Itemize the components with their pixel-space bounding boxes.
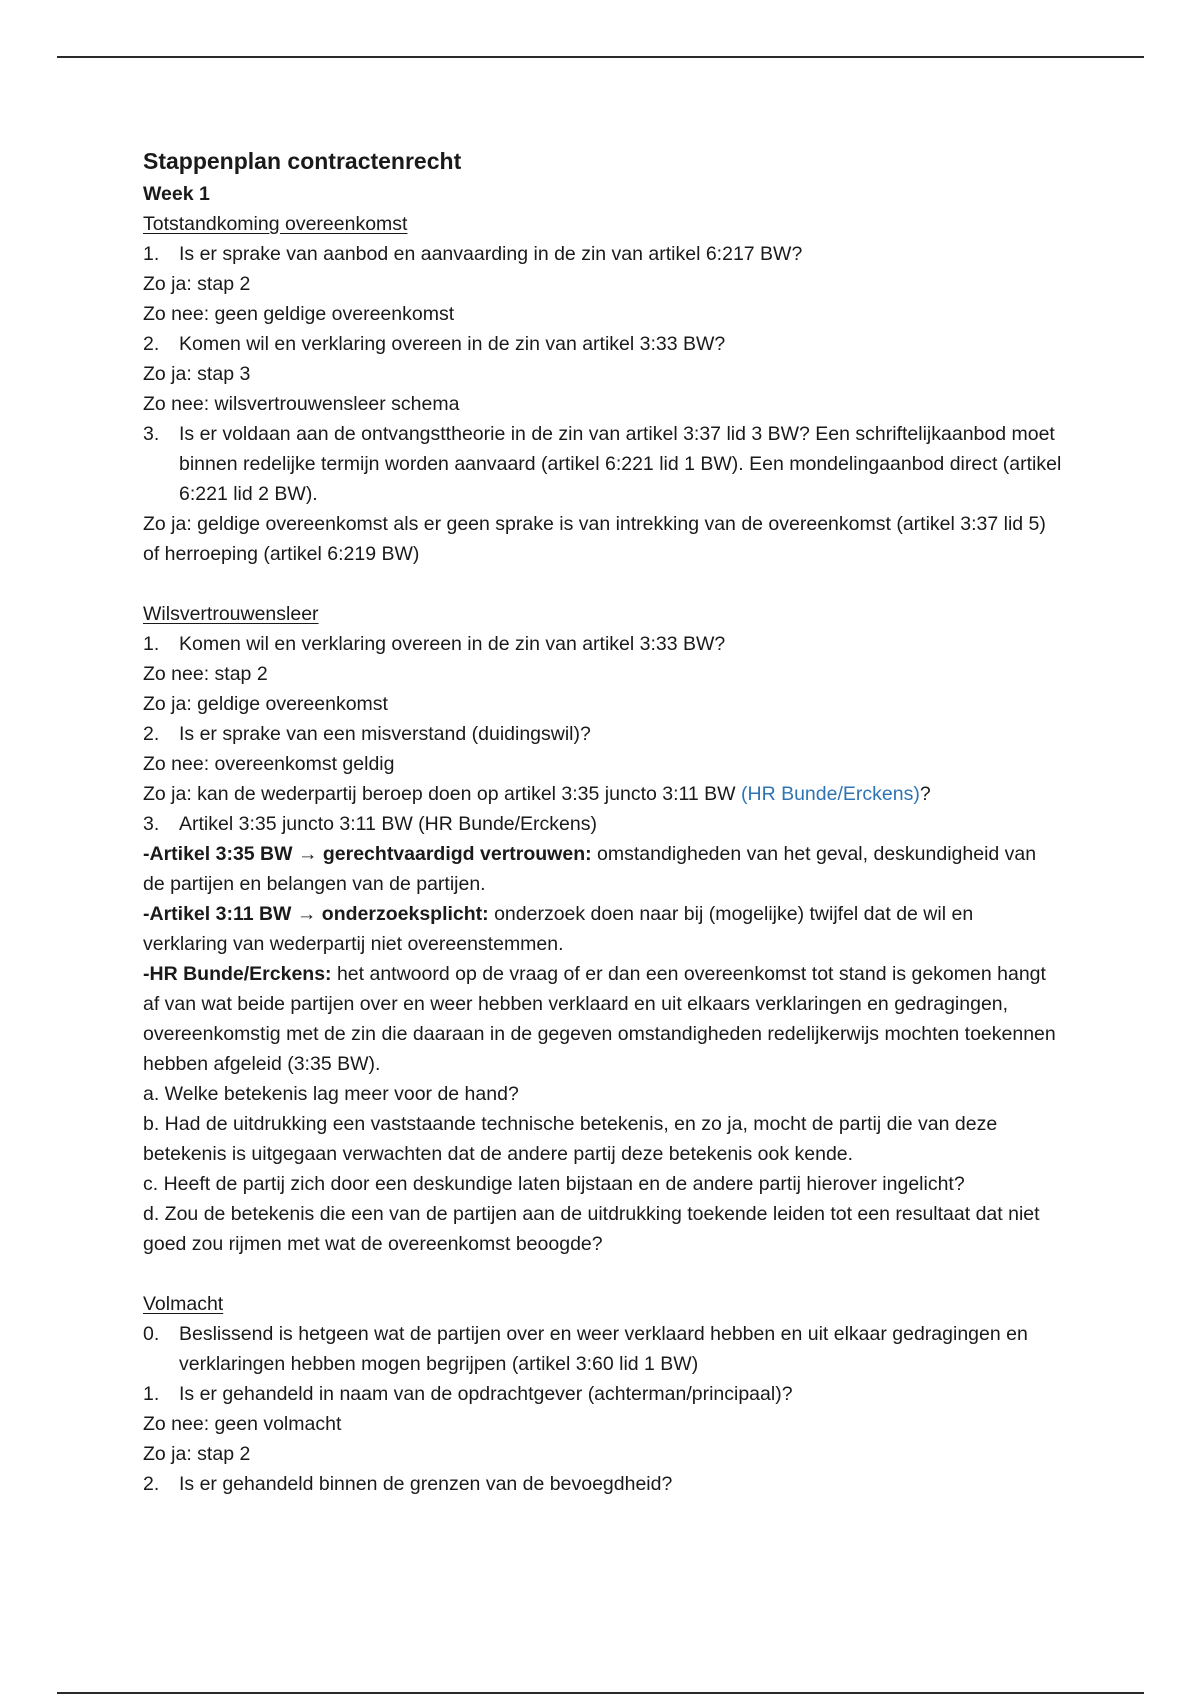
step-number: 1.: [143, 1383, 160, 1405]
article-paragraph: [143, 899, 1063, 959]
week-label: Week 1: [143, 183, 210, 205]
answer-line: Zo nee: overeenkomst geldig: [143, 753, 395, 775]
article-paragraph: [143, 959, 1063, 1079]
step-text: Is er gehandeld binnen de grenzen van de bevoegdheid?: [179, 1473, 673, 1495]
answer-line: Zo ja: stap 3: [143, 363, 251, 385]
step-number: 2.: [143, 333, 160, 355]
step-text: Is er sprake van aanbod en aanvaarding in de zin van artikel 6:217 BW?: [179, 243, 803, 265]
step-number: 1.: [143, 243, 160, 265]
criterion-b: b. Had de uitdrukking een vaststaande technische betekenis, en zo ja, mocht de partij die van deze betekenis is uitgegaan verwachten dat de andere partij deze betekenis ook kende.: [143, 1113, 998, 1165]
answer-line: Zo nee: geen geldige overeenkomst: [143, 303, 455, 325]
answer-line: Zo nee: geen volmacht: [143, 1413, 342, 1435]
section-heading: Totstandkoming overeenkomst: [143, 213, 408, 235]
step-number: 1.: [143, 633, 160, 655]
step-text: Artikel 3:35 juncto 3:11 BW (HR Bunde/Erckens): [179, 813, 597, 835]
article-text: omstandigheden van het geval, deskundigheid van de partijen en belangen van de partijen.: [143, 843, 1037, 895]
criterion-a: a. Welke betekenis lag meer voor de hand?: [143, 1083, 519, 1105]
step-number: 2.: [143, 1473, 160, 1495]
answer-line: Zo nee: stap 2: [143, 663, 268, 685]
section-heading: Volmacht: [143, 1293, 224, 1315]
step-item: [143, 419, 1063, 509]
document-title: Stappenplan contractenrecht: [143, 148, 462, 174]
header-rule: [57, 56, 1144, 58]
step-item: [143, 629, 1063, 659]
article-text: het antwoord op de vraag of er dan een overeenkomst tot stand is gekomen hangt af van wat beide partijen over en weer hebben verklaard en uit elkaars verklaringen en gedragingen, overeenkomstig met de zin die daaraan in de gegeven omstandigheden redelijkerwijs mochten toekennen hebben afgeleid (3:35 BW).: [143, 963, 1056, 1075]
step-text: Is er sprake van een misverstand (duidingswil)?: [179, 723, 591, 745]
answer-suffix: ?: [919, 783, 931, 805]
section-totstandkoming: [143, 209, 1063, 569]
step-number: 3.: [143, 423, 160, 445]
answer-line: Zo nee: wilsvertrouwensleer schema: [143, 393, 460, 415]
section-volmacht: [143, 1289, 1063, 1499]
step-number: 2.: [143, 723, 160, 745]
step-number: 3.: [143, 813, 160, 835]
step-item: [143, 1319, 1063, 1379]
answer-line: Zo ja: geldige overeenkomst als er geen sprake is van intrekking van de overeenkomst (artikel 3:37 lid 5) of herroeping (artikel 6:219 BW): [143, 513, 1046, 565]
step-text: Komen wil en verklaring overeen in de zin van artikel 3:33 BW?: [179, 633, 726, 655]
article-paragraph: [143, 839, 1063, 899]
step-text: Is er gehandeld in naam van de opdrachtgever (achterman/principaal)?: [179, 1383, 793, 1405]
step-item: [143, 1469, 1063, 1499]
step-text: Beslissend is hetgeen wat de partijen over en weer verklaard hebben en uit elkaar gedragingen en verklaringen hebben mogen begrijpen (artikel 3:60 lid 1 BW): [179, 1323, 1028, 1375]
step-item: [143, 809, 1063, 839]
article-text: onderzoek doen naar bij (mogelijke) twijfel dat de wil en verklaring van wederpartij niet overeenstemmen.: [143, 903, 974, 955]
criterion-d: d. Zou de betekenis die een van de partijen aan de uitdrukking toekende leiden tot een resultaat dat niet goed zou rijmen met wat de overeenkomst beoogde?: [143, 1203, 1040, 1255]
answer-line: Zo ja: stap 2: [143, 1443, 251, 1465]
answer-line: Zo ja: stap 2: [143, 273, 251, 295]
step-item: [143, 719, 1063, 749]
article-label: -Artikel 3:11 BW → onderzoeksplicht:: [143, 903, 489, 925]
step-item: [143, 239, 1063, 269]
answer-text: Zo ja: kan de wederpartij beroep doen op artikel 3:35 juncto 3:11 BW: [143, 783, 741, 805]
answer-line: [143, 779, 1063, 809]
article-label: -HR Bunde/Erckens:: [143, 963, 332, 985]
step-item: [143, 1379, 1063, 1409]
case-reference-link[interactable]: (HR Bunde/Erckens): [741, 783, 920, 805]
step-text: Is er voldaan aan de ontvangsttheorie in de zin van artikel 3:37 lid 3 BW? Een schriftelijkaanbod moet binnen redelijke termijn worden aanvaard (artikel 6:221 lid 1 BW). Een mondelingaanbod direct (artikel 6:221 lid 2 BW).: [179, 423, 1062, 505]
answer-line: Zo ja: geldige overeenkomst: [143, 693, 388, 715]
step-number: 0.: [143, 1323, 160, 1345]
section-heading: Wilsvertrouwensleer: [143, 603, 319, 625]
section-wilsvertrouwensleer: [143, 599, 1063, 1259]
footer-rule: [57, 1692, 1144, 1694]
criterion-c: c. Heeft de partij zich door een deskundige laten bijstaan en de andere partij hierover ingelicht?: [143, 1173, 965, 1195]
document-page: [143, 143, 1063, 1499]
step-text: Komen wil en verklaring overeen in de zin van artikel 3:33 BW?: [179, 333, 726, 355]
step-item: [143, 329, 1063, 359]
article-label: -Artikel 3:35 BW → gerechtvaardigd vertrouwen:: [143, 843, 592, 865]
